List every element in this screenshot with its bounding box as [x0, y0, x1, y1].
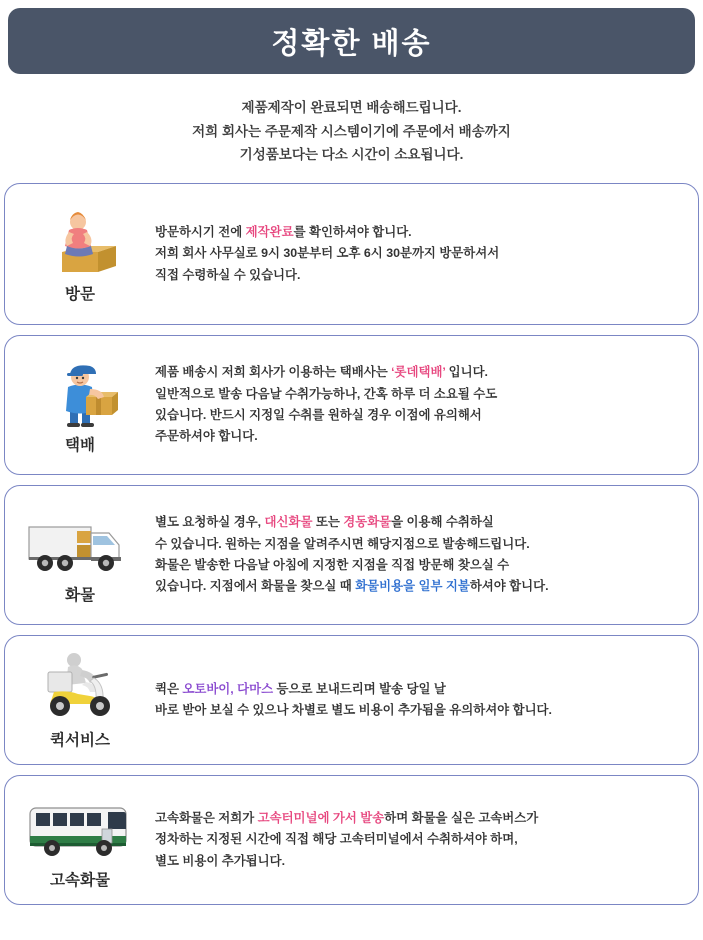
card-icon-area — [5, 786, 155, 894]
card-line: 수 있습니다. 원하는 지점을 알려주시면 해당지점으로 발송해드립니다. — [155, 536, 530, 551]
delivery-method-list — [0, 183, 703, 905]
card-label: 택배 — [65, 436, 95, 454]
card-line: 바로 받아 보실 수 있으나 차별로 별도 비용이 추가됨을 유의하셔야 합니다. — [155, 702, 552, 717]
delivery-method-card-parcel — [4, 335, 699, 475]
card-line: 저희 회사 사무실로 9시 30분부터 오후 6시 30분까지 방문하셔서 — [155, 246, 500, 261]
express-bus-icon — [22, 792, 138, 864]
card-line: 방문하시기 전에 제작완료를 확인하셔야 합니다. — [155, 224, 412, 239]
delivery-method-card-freight — [4, 485, 699, 625]
intro-line-1: 제품제작이 완료되면 배송해드립니다. — [241, 100, 462, 115]
card-icon-area — [5, 200, 155, 308]
card-line: 주문하셔야 합니다. — [155, 429, 258, 444]
page-header — [8, 8, 695, 74]
card-text — [155, 802, 698, 878]
card-line: 있습니다. 반드시 지정일 수취를 원하실 경우 이점에 유의해서 — [155, 407, 482, 422]
delivery-method-card-quick — [4, 635, 699, 765]
card-line: 퀵은 오토바이, 다마스 등으로 보내드리며 발송 당일 날 — [155, 681, 446, 696]
card-text — [155, 356, 698, 453]
card-line: 별도 요청하실 경우, 대신화물 또는 경동화물을 이용해 수취하실 — [155, 515, 494, 530]
card-line: 고속화물은 저희가 고속터미널에 가서 발송하며 화물을 실은 고속버스가 — [155, 810, 539, 825]
card-icon-area — [5, 646, 155, 754]
scooter-rider-icon — [30, 652, 130, 724]
card-line: 정차하는 지정된 시간에 직접 해당 고속터미널에서 수취하셔야 하며, — [155, 832, 518, 847]
card-label: 방문 — [65, 285, 95, 303]
card-line: 있습니다. 지점에서 화물을 찾으실 때 화물비용을 일부 지불하셔야 합니다. — [155, 579, 549, 594]
page-title: 정확한 배송 — [271, 27, 432, 60]
delivery-method-card-visit — [4, 183, 699, 325]
card-text — [155, 506, 698, 603]
intro-text — [0, 96, 703, 167]
intro-line-2: 저희 회사는 주문제작 시스템이기에 주문에서 배송까지 — [192, 123, 511, 139]
card-text — [155, 216, 698, 292]
card-line: 일반적으로 발송 다음날 수취가능하나, 간혹 하루 더 소요될 수도 — [155, 386, 498, 401]
card-line: 직접 수령하실 수 있습니다. — [155, 267, 301, 282]
card-label: 화물 — [65, 586, 95, 604]
card-label: 고속화물 — [50, 871, 110, 889]
intro-line-3: 기성품보다는 다소 시간이 소요됩니다. — [239, 147, 464, 163]
card-icon-area — [5, 501, 155, 609]
delivery-method-card-express-bus — [4, 775, 699, 905]
delivery-man-icon — [36, 357, 124, 429]
person-packing-box-icon — [36, 206, 124, 278]
card-line: 별도 비용이 추가됩니다. — [155, 853, 286, 868]
card-icon-area — [5, 351, 155, 459]
card-line: 제품 배송시 저희 회사가 이용하는 택배사는 ‘롯데택배’ 입니다. — [155, 365, 488, 380]
card-text — [155, 673, 698, 728]
cargo-truck-icon — [21, 507, 139, 579]
card-line: 화물은 발송한 다음날 아침에 지정한 지점을 직접 방문해 찾으실 수 — [155, 557, 510, 572]
card-label: 퀵서비스 — [50, 731, 110, 749]
delivery-info-page — [0, 8, 703, 940]
